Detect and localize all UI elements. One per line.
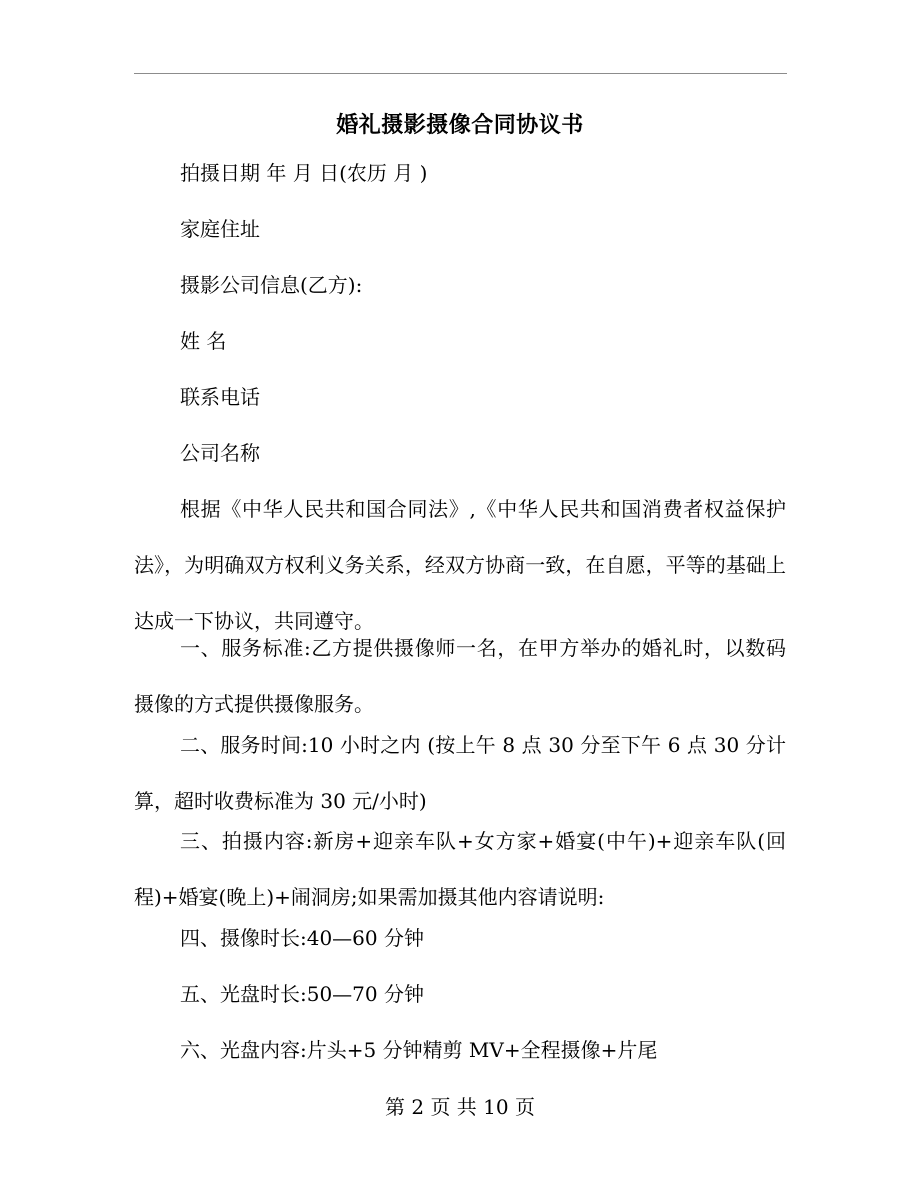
header-rule — [134, 73, 787, 74]
preamble-paragraph: 根据《中华人民共和国合同法》,《中华人民共和国消费者权益保护法》，为明确双方权利义务关系，经双方协商一致，在自愿，平等的基础上达成一下协议，共同遵守。 — [134, 497, 786, 633]
company-name-line: 公司名称 — [180, 441, 260, 465]
clause-disc-duration: 五、光盘时长:50—70 分钟 — [180, 982, 424, 1006]
clause-video-duration: 四、摄像时长:40—60 分钟 — [180, 926, 424, 950]
company-info-heading: 摄影公司信息(乙方): — [180, 273, 363, 297]
document-title: 婚礼摄影摄像合同协议书 — [336, 112, 584, 138]
clause-disc-content: 六、光盘内容:片头+5 分钟精剪 MV+全程摄像+片尾 — [180, 1038, 658, 1062]
page-number-footer: 第 2 页 共 10 页 — [385, 1095, 535, 1119]
shooting-date-line: 拍摄日期 年 月 日(农历 月 ) — [180, 161, 428, 185]
phone-line: 联系电话 — [180, 385, 260, 409]
clause-service-standard: 一、服务标准:乙方提供摄像师一名，在甲方举办的婚礼时，以数码摄像的方式提供摄像服务。 — [134, 636, 786, 716]
clause-service-time: 二、服务时间:10 小时之内 (按上午 8 点 30 分至下午 6 点 30 分计算，超时收费标准为 30 元/小时) — [134, 733, 786, 813]
home-address-line: 家庭住址 — [180, 217, 260, 241]
name-line: 姓 名 — [180, 329, 227, 353]
clause-shooting-content: 三、拍摄内容:新房+迎亲车队+女方家+婚宴(中午)+迎亲车队(回程)+婚宴(晚上)+闹洞房;如果需加摄其他内容请说明: — [134, 829, 786, 909]
